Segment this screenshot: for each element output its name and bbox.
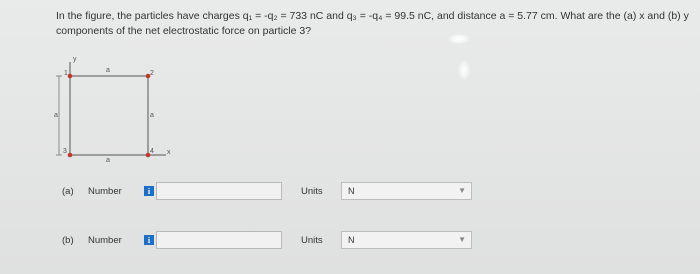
part-label: (b) [62, 234, 74, 246]
label-x-axis: x [167, 149, 171, 156]
info-icon[interactable]: i [144, 186, 154, 196]
charge-3 [68, 153, 73, 158]
chevron-down-icon: ▼ [458, 235, 466, 244]
charge-1 [68, 74, 73, 79]
number-input-a[interactable] [156, 182, 282, 200]
question-line-1: In the figure, the particles have charges q₁ = -q₂ = 733 nC and q₃ = -q₄ = 99.5 nC, and distance a = 5.77 cm. What are the (a) x and (b) y [56, 10, 689, 22]
units-select-a[interactable] [341, 182, 472, 200]
label-a-bottom: a [106, 157, 110, 164]
label-q1: 1 [64, 70, 68, 77]
charge-square-figure [54, 56, 176, 172]
units-select-b[interactable] [341, 231, 472, 249]
number-label: Number [88, 234, 122, 246]
number-input-b[interactable] [156, 231, 282, 249]
glare-spot [448, 34, 470, 44]
question-line-2: components of the net electrostatic force on particle 3? [56, 25, 312, 37]
chevron-down-icon: ▼ [458, 186, 466, 195]
label-y-axis: y [73, 56, 77, 63]
label-a-top: a [106, 67, 110, 74]
part-label: (a) [62, 185, 74, 197]
label-q2: 2 [150, 70, 154, 77]
units-label: Units [301, 234, 323, 246]
answer-row-a [62, 180, 472, 202]
units-label: Units [301, 185, 323, 197]
label-a-left: a [54, 112, 58, 119]
units-value: N [348, 235, 355, 245]
info-icon[interactable]: i [144, 235, 154, 245]
units-value: N [348, 186, 355, 196]
figure-diagram [56, 60, 176, 172]
answer-row-b [62, 229, 472, 251]
question-text [56, 9, 696, 39]
glare-spot [458, 60, 470, 80]
label-a-right: a [150, 112, 154, 119]
label-q4: 4 [150, 148, 154, 155]
label-q3: 3 [63, 148, 67, 155]
number-label: Number [88, 185, 122, 197]
